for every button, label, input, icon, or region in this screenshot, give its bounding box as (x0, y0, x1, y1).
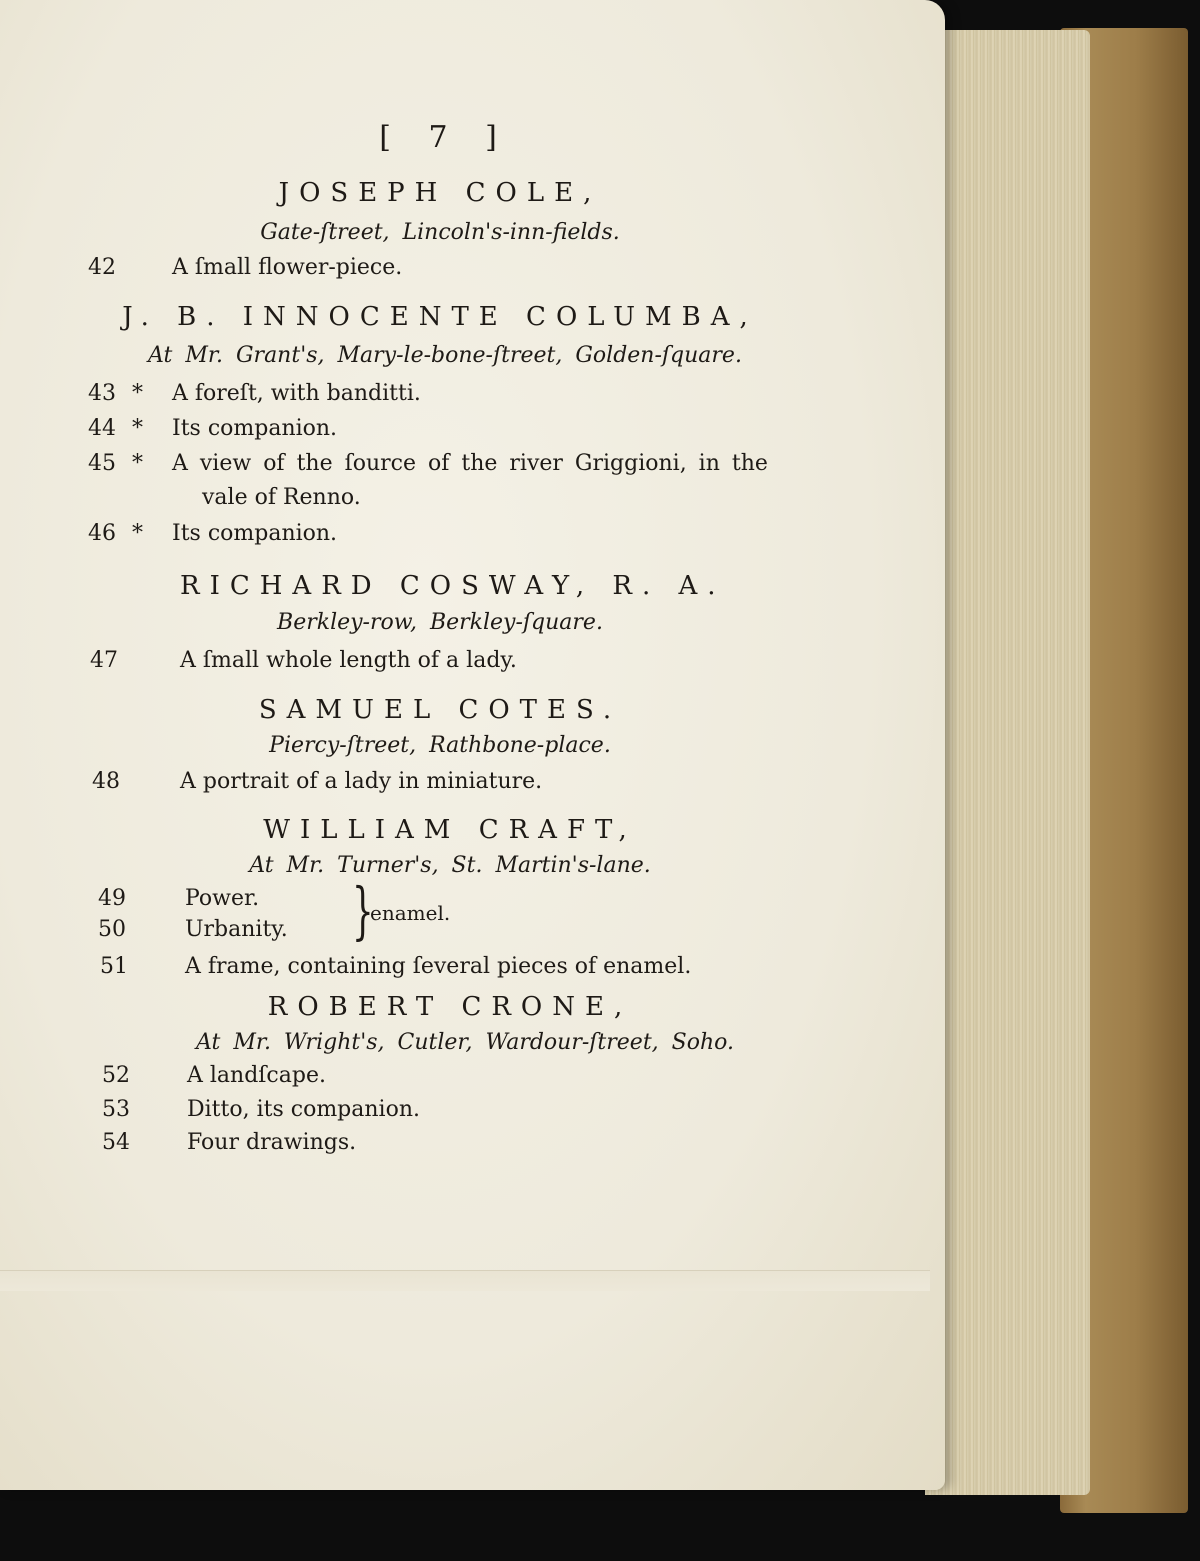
asterisk-mark: * (132, 416, 143, 441)
entry-continuation: vale of Renno. (202, 485, 361, 510)
entry-title: Urbanity. (185, 917, 288, 942)
entry-number: 53 (102, 1097, 130, 1122)
asterisk-mark: * (132, 521, 143, 546)
asterisk-mark: * (132, 381, 143, 406)
entry-title: A view of the ſource of the river Griggioni, in the (172, 451, 768, 476)
entry-title: Its companion. (172, 521, 338, 546)
entry-number: 45 (88, 451, 116, 476)
entry-number: 52 (102, 1063, 130, 1088)
entry-title: A ſmall flower-piece. (172, 255, 403, 280)
entry-number: 43 (88, 381, 116, 406)
entry-number: 47 (90, 648, 118, 673)
brace-symbol: } (352, 874, 374, 947)
artist-name: RICHARD COSWAY, R. A. (180, 571, 726, 601)
page-edges (925, 30, 1090, 1495)
entry-number: 42 (88, 255, 116, 280)
entry-number: 51 (100, 954, 128, 979)
entry-title: A landſcape. (187, 1063, 326, 1088)
entry-number: 44 (88, 416, 116, 441)
entry-number: 46 (88, 521, 116, 546)
entry-title: Four drawings. (187, 1130, 357, 1155)
page-number: [ 7 ] (379, 120, 511, 155)
entry-title: Ditto, its companion. (187, 1097, 420, 1122)
page-fold (0, 1270, 930, 1291)
entry-title: A portrait of a lady in miniature. (180, 769, 543, 794)
artist-name: WILLIAM CRAFT, (263, 815, 637, 845)
entry-number: 49 (98, 886, 126, 911)
entry-number: 48 (92, 769, 120, 794)
artist-address: Gate-ſtreet, Lincoln's-inn-fields. (260, 220, 620, 245)
artist-address: At Mr. Wright's, Cutler, Wardour-ſtreet, Soho. (195, 1030, 734, 1055)
artist-name: ROBERT CRONE, (267, 992, 633, 1022)
entry-number: 50 (98, 917, 126, 942)
asterisk-mark: * (132, 451, 143, 476)
entry-title: A frame, containing ſeveral pieces of enamel. (185, 954, 692, 979)
entry-title: Power. (185, 886, 260, 911)
artist-name: J. B. INNOCENTE COLUMBA, (122, 302, 758, 332)
brace-label: enamel. (370, 901, 451, 925)
entry-title: A foreſt, with banditti. (172, 381, 421, 406)
artist-address: Berkley-row, Berkley-ſquare. (277, 610, 603, 635)
artist-name: JOSEPH COLE, (278, 178, 602, 208)
artist-address: At Mr. Turner's, St. Martin's-lane. (249, 853, 651, 878)
entry-number: 54 (102, 1130, 130, 1155)
artist-address: Piercy-ſtreet, Rathbone-place. (269, 733, 611, 758)
entry-title: Its companion. (172, 416, 338, 441)
entry-title: A ſmall whole length of a lady. (180, 648, 517, 673)
artist-name: SAMUEL COTES. (258, 695, 622, 725)
artist-address: At Mr. Grant's, Mary-le-bone-ſtreet, Golden-ſquare. (148, 343, 742, 368)
